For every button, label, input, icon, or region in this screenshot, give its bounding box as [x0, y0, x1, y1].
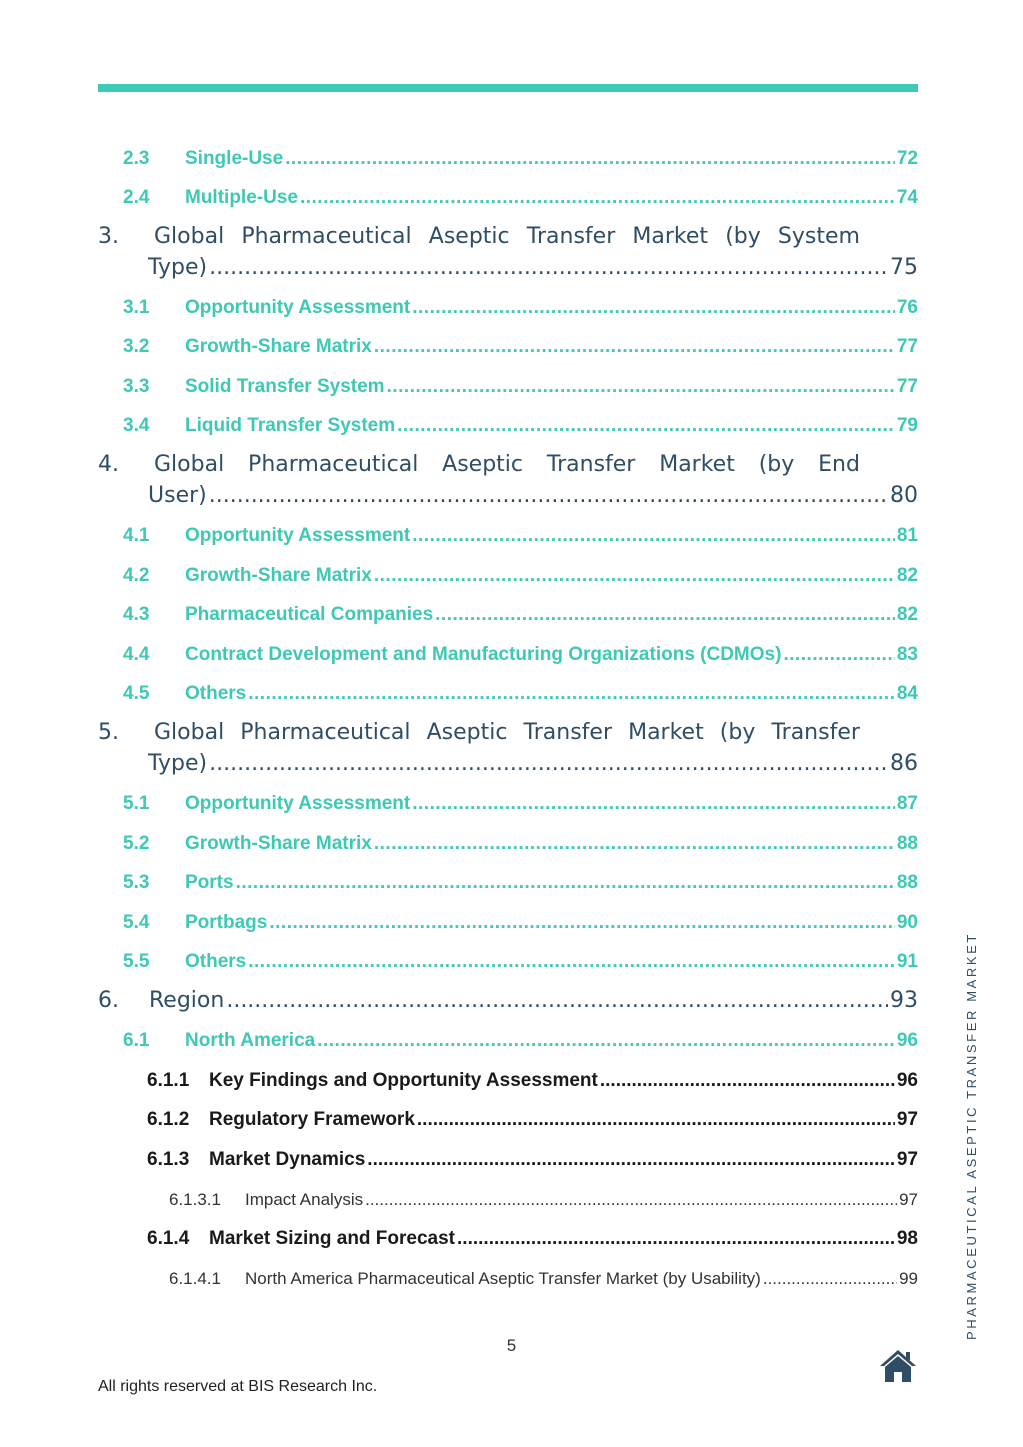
toc-entry-6-1-2[interactable] [98, 1109, 918, 1131]
dot-leader [209, 255, 888, 280]
toc-number: 5.3 [123, 872, 150, 893]
toc-title: Others [185, 683, 247, 704]
toc-entry-4-3[interactable] [98, 604, 918, 626]
toc-word: Global [154, 720, 225, 745]
toc-page: 82 [896, 565, 918, 586]
toc-page: 88 [896, 833, 918, 854]
toc-number: 6.1.1 [147, 1070, 190, 1091]
toc-page: 93 [890, 988, 918, 1013]
toc-entry-6-1-1[interactable] [98, 1070, 918, 1092]
toc-entry-5-1[interactable] [98, 793, 918, 815]
toc-page: 77 [896, 336, 918, 357]
dot-leader [248, 951, 895, 973]
toc-title: North America Pharmaceutical Aseptic Transfer Market (by Usability) [245, 1269, 761, 1288]
side-running-title: PHARMACEUTICAL ASEPTIC TRANSFER MARKET [964, 932, 979, 1340]
toc-word: End [818, 452, 860, 477]
toc-title: Multiple-Use [185, 187, 298, 208]
toc-page: 88 [896, 872, 918, 893]
toc-title: Growth-Share Matrix [185, 565, 372, 586]
dot-leader [412, 297, 895, 319]
toc-page: 97 [899, 1190, 918, 1209]
toc-number: 4.2 [123, 565, 150, 586]
dot-leader [435, 604, 895, 626]
toc-page: 86 [890, 751, 918, 776]
toc-number: 6.1.2 [147, 1109, 190, 1130]
toc-title: Impact Analysis [245, 1190, 364, 1209]
toc-page: 91 [896, 951, 918, 972]
toc-entry-3-2[interactable] [98, 336, 918, 358]
toc-page: 97 [896, 1109, 918, 1130]
toc-title: Ports [185, 872, 234, 893]
toc-title: Growth-Share Matrix [185, 336, 372, 357]
toc-number: 3. [98, 224, 119, 249]
toc-entry-2-3[interactable] [98, 148, 918, 170]
toc-entry-5-2[interactable] [98, 833, 918, 855]
dot-leader [412, 793, 895, 815]
toc-word: Transfer [526, 224, 616, 249]
dot-leader [763, 1269, 897, 1289]
toc-page: 96 [896, 1030, 918, 1051]
dot-leader [600, 1070, 895, 1092]
toc-title: Contract Development and Manufacturing Organizations (CDMOs) [185, 644, 782, 665]
toc-entry-3-3[interactable] [98, 376, 918, 398]
dot-leader [417, 1109, 895, 1131]
header-accent-bar [98, 84, 918, 92]
toc-word: Global [154, 224, 225, 249]
toc-title-continuation: Type) [148, 255, 208, 280]
toc-number: 3.1 [123, 297, 150, 318]
dot-leader [397, 415, 895, 437]
toc-title: Regulatory Framework [209, 1109, 415, 1130]
toc-title [154, 224, 860, 249]
toc-word: Global [154, 452, 225, 477]
toc-page: 98 [896, 1228, 918, 1249]
home-icon[interactable] [878, 1348, 918, 1384]
toc-page: 77 [896, 376, 918, 397]
toc-number: 6.1.4 [147, 1228, 190, 1249]
toc-entry-3-4[interactable] [98, 415, 918, 437]
toc-number: 6.1 [123, 1030, 150, 1051]
toc-number: 5.4 [123, 912, 150, 933]
toc-entry-2-4[interactable] [98, 187, 918, 209]
toc-title: Market Dynamics [209, 1149, 366, 1170]
toc-page: 80 [890, 483, 918, 508]
toc-page: 90 [896, 912, 918, 933]
toc-number: 3.3 [123, 376, 150, 397]
toc-word: Market [659, 452, 735, 477]
toc-title: Opportunity Assessment [185, 525, 411, 546]
toc-number: 5.2 [123, 833, 150, 854]
toc-number: 5. [98, 720, 119, 745]
toc-word: Aseptic [442, 452, 524, 477]
dot-leader [285, 148, 895, 170]
toc-title: Others [185, 951, 247, 972]
dot-leader [269, 912, 895, 934]
toc-word: (by [719, 720, 756, 745]
toc-title: Opportunity Assessment [185, 297, 411, 318]
toc-number: 6. [98, 988, 119, 1013]
toc-entry-6-1[interactable] [98, 1030, 918, 1052]
toc-number: 4.4 [123, 644, 150, 665]
page-number: 5 [506, 1336, 517, 1355]
toc-entry-3-1[interactable] [98, 297, 918, 319]
toc-word: Pharmaceutical [248, 452, 419, 477]
dot-leader [209, 751, 888, 776]
toc-entry-4-2[interactable] [98, 565, 918, 587]
toc-page: 74 [896, 187, 918, 208]
toc-heading-line [98, 452, 860, 477]
toc-title [154, 452, 860, 477]
toc-page: 97 [896, 1149, 918, 1170]
toc-page: 84 [896, 683, 918, 704]
toc-word: Aseptic [428, 224, 510, 249]
dot-leader [374, 833, 895, 855]
toc-entry-6[interactable] [98, 988, 918, 1013]
toc-number: 4. [98, 452, 119, 477]
toc-entry-6-1-4-1[interactable] [98, 1269, 918, 1289]
toc-word: Pharmaceutical [240, 720, 411, 745]
toc-word: Transfer [523, 720, 613, 745]
toc-word: (by [725, 224, 761, 249]
toc-page: 72 [896, 148, 918, 169]
toc-entry-5-3[interactable] [98, 872, 918, 894]
toc-heading-continuation [148, 483, 918, 508]
toc-title: Solid Transfer System [185, 376, 385, 397]
toc-page: 79 [896, 415, 918, 436]
toc-title: Portbags [185, 912, 268, 933]
dot-leader [457, 1228, 895, 1250]
toc-word: Pharmaceutical [241, 224, 412, 249]
toc-page: 99 [899, 1269, 918, 1288]
dot-leader [226, 988, 888, 1013]
toc-heading-continuation [148, 255, 918, 280]
toc-number: 4.5 [123, 683, 150, 704]
toc-title: Key Findings and Opportunity Assessment [209, 1070, 598, 1091]
toc-heading-line [98, 720, 860, 745]
toc-word: Transfer [546, 452, 636, 477]
toc-word: Aseptic [426, 720, 508, 745]
dot-leader [317, 1030, 895, 1052]
toc-word: (by [758, 452, 795, 477]
toc-entry-4-1[interactable] [98, 525, 918, 547]
toc-entry-4-5[interactable] [98, 683, 918, 705]
toc-title: Growth-Share Matrix [185, 833, 372, 854]
dot-leader [374, 565, 895, 587]
dot-leader [365, 1190, 897, 1210]
toc-word: Market [628, 720, 704, 745]
toc-number: 2.3 [123, 148, 150, 169]
toc-title-continuation: Type) [148, 751, 208, 776]
toc-entry-6-1-4[interactable] [98, 1228, 918, 1250]
toc-title-continuation: User) [148, 483, 207, 508]
dot-leader [783, 644, 894, 666]
toc-entry-6-1-3[interactable] [98, 1149, 918, 1171]
toc-heading-line [98, 224, 860, 249]
toc-page: 96 [896, 1070, 918, 1091]
toc-word: Transfer [771, 720, 860, 745]
dot-leader [209, 483, 888, 508]
toc-title: Market Sizing and Forecast [209, 1228, 456, 1249]
footer-copyright: All rights reserved at BIS Research Inc. [98, 1378, 378, 1395]
toc-word: Market [632, 224, 709, 249]
dot-leader [412, 525, 895, 547]
toc-number: 6.1.4.1 [169, 1269, 221, 1288]
dot-leader [248, 683, 895, 705]
toc-word: System [777, 224, 860, 249]
toc-page: 76 [896, 297, 918, 318]
dot-leader [367, 1149, 895, 1171]
dot-leader [387, 376, 895, 398]
toc-title: Region [149, 988, 225, 1013]
toc-title: North America [185, 1030, 316, 1051]
toc-page: 83 [896, 644, 918, 665]
toc-title: Single-Use [185, 148, 284, 169]
toc-entry-6-1-3-1[interactable] [98, 1190, 918, 1210]
toc-page: 75 [890, 255, 918, 280]
toc-number: 6.1.3.1 [169, 1190, 221, 1209]
dot-leader [300, 187, 895, 209]
toc-page: 82 [896, 604, 918, 625]
toc-title: Opportunity Assessment [185, 793, 411, 814]
toc-number: 4.1 [123, 525, 150, 546]
toc-number: 4.3 [123, 604, 150, 625]
toc-number: 6.1.3 [147, 1149, 190, 1170]
toc-entry-5-4[interactable] [98, 912, 918, 934]
toc-title [154, 720, 860, 745]
toc-number: 5.5 [123, 951, 150, 972]
toc-title: Liquid Transfer System [185, 415, 396, 436]
toc-number: 5.1 [123, 793, 150, 814]
dot-leader [236, 872, 895, 894]
toc-title: Pharmaceutical Companies [185, 604, 434, 625]
toc-number: 3.2 [123, 336, 150, 357]
toc-entry-4-4[interactable] [98, 644, 918, 666]
toc-page: 87 [896, 793, 918, 814]
toc-heading-continuation [148, 751, 918, 776]
dot-leader [374, 336, 895, 358]
toc-number: 2.4 [123, 187, 150, 208]
toc-page: 81 [896, 525, 918, 546]
toc-number: 3.4 [123, 415, 150, 436]
toc-entry-5-5[interactable] [98, 951, 918, 973]
